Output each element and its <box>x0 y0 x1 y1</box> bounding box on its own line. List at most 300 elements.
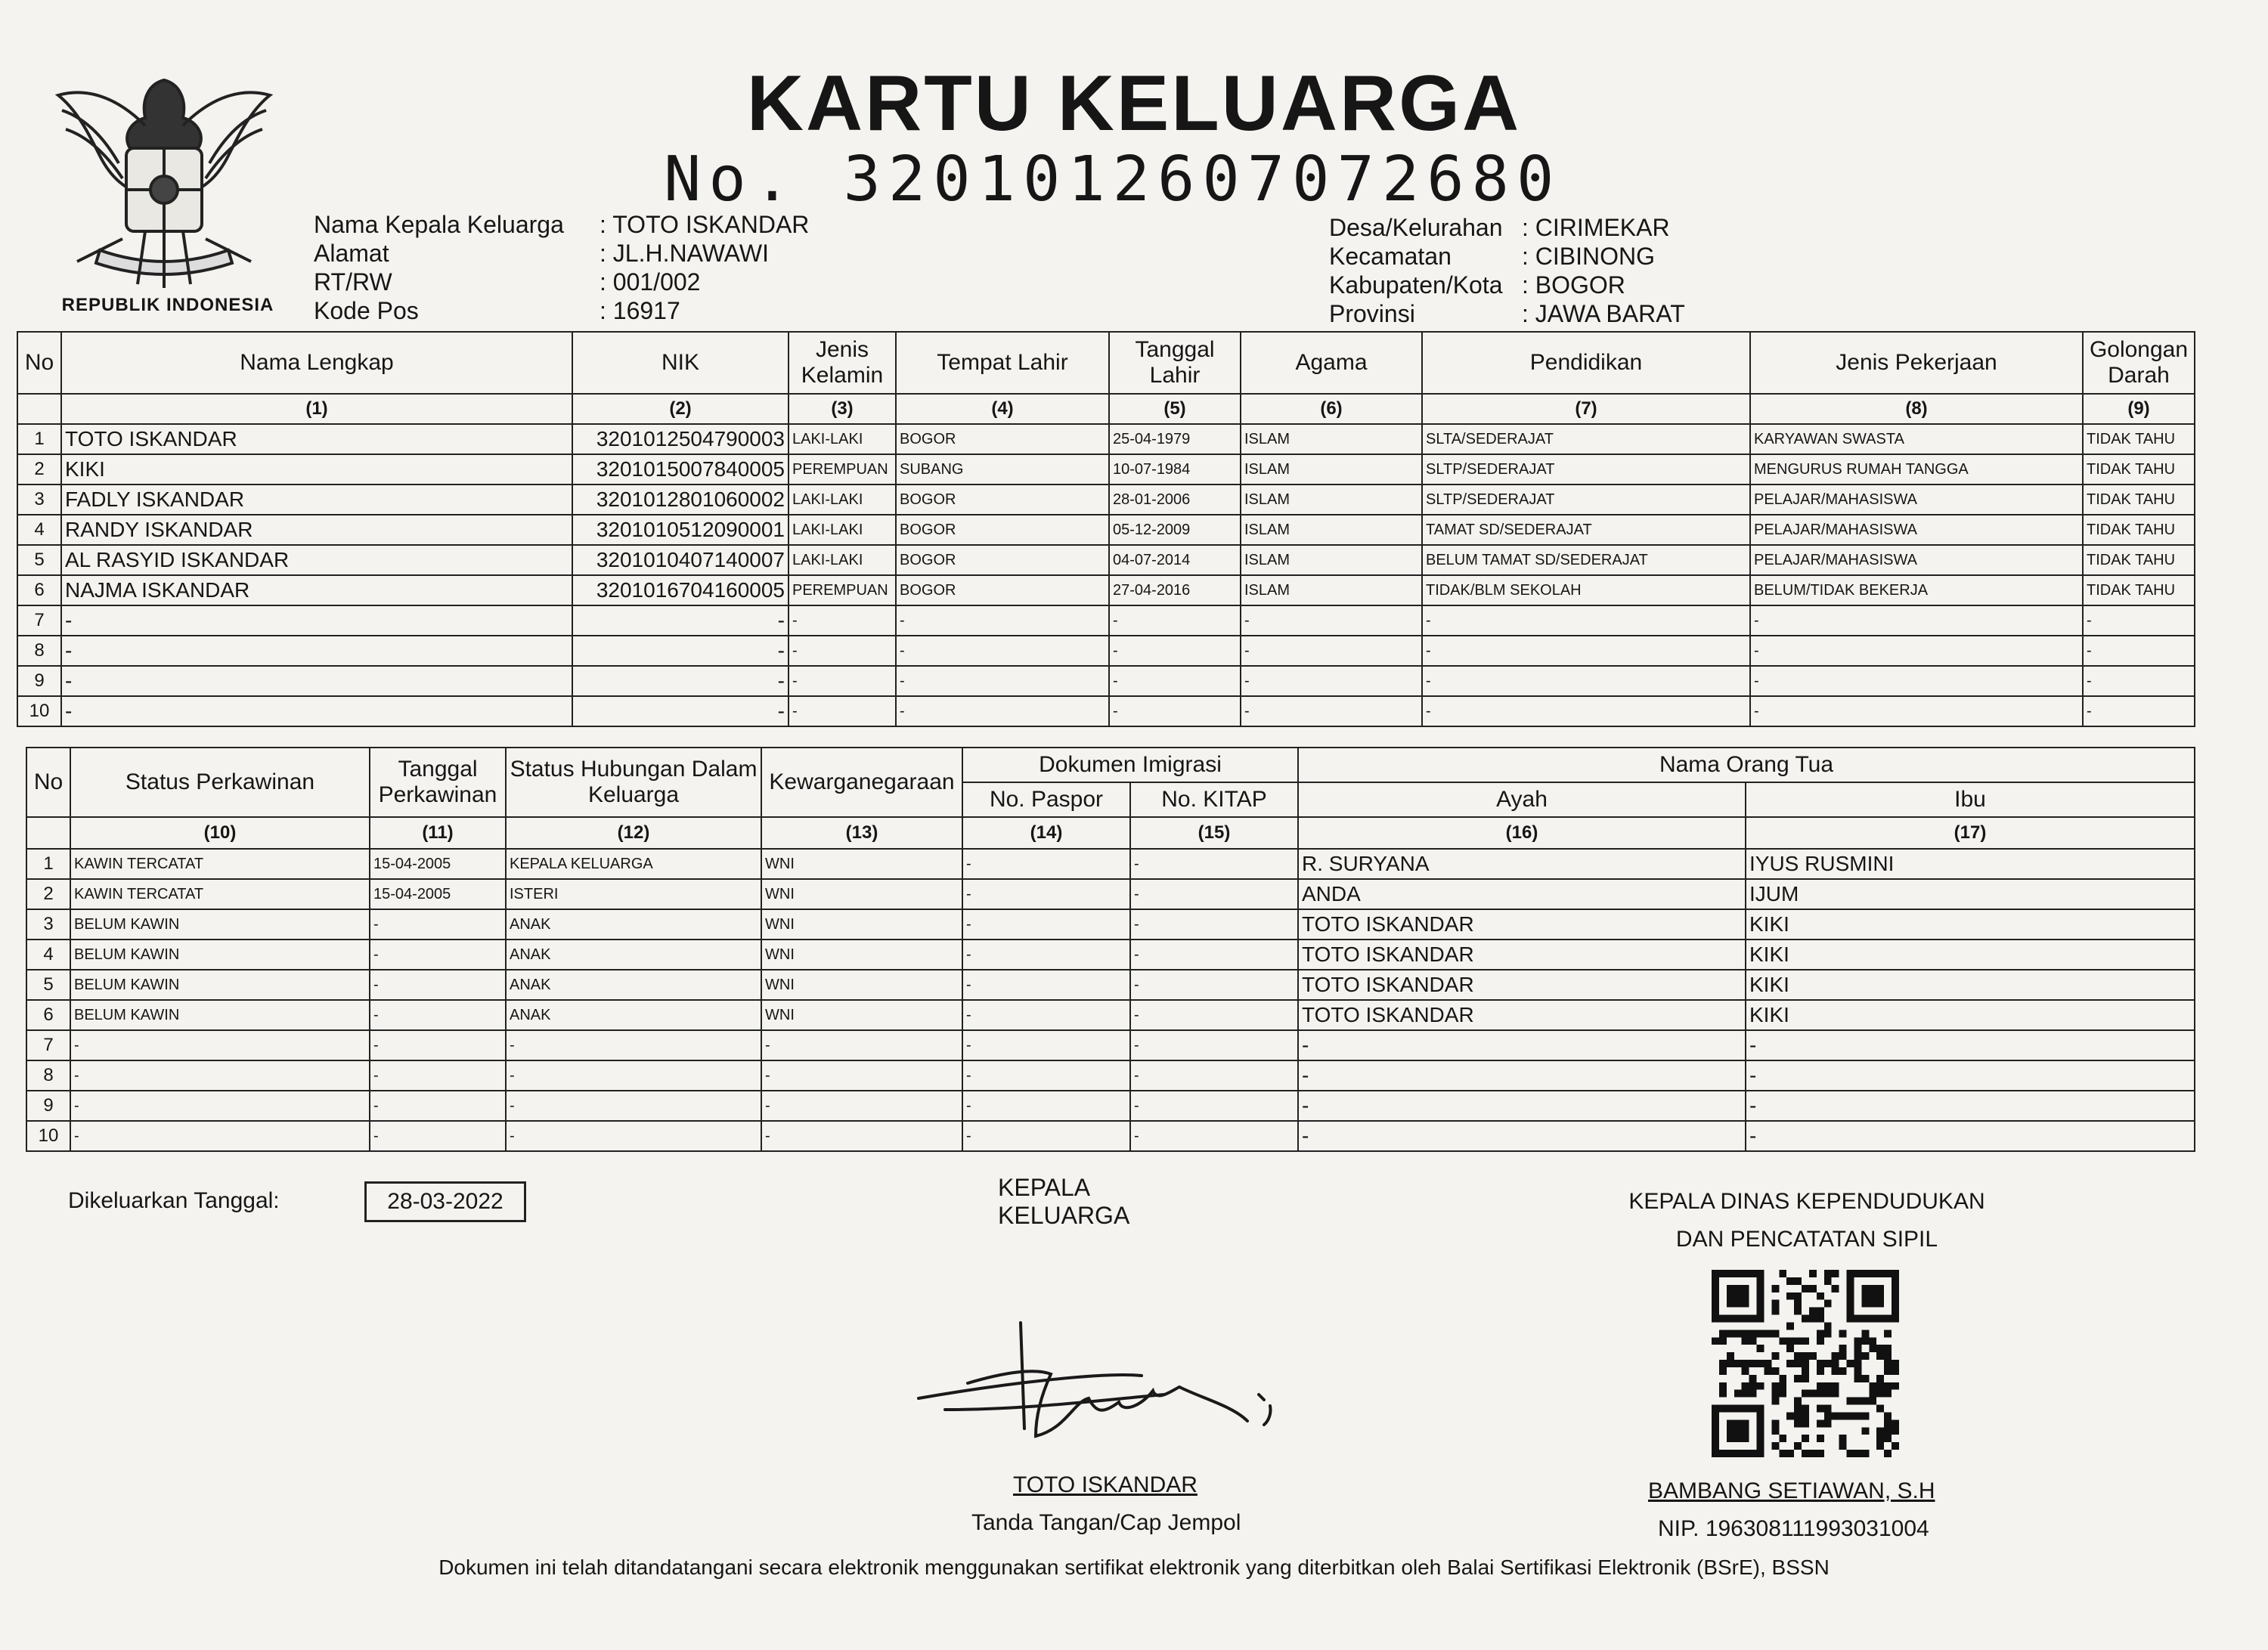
info-row <box>314 210 809 239</box>
table-cell: - <box>1130 1000 1298 1030</box>
table-cell: - <box>2083 666 2195 696</box>
info-row <box>1329 271 1685 299</box>
table-cell: - <box>506 1121 761 1151</box>
table-cell: WNI <box>761 879 962 909</box>
info-value: : CIRIMEKAR <box>1522 214 1670 241</box>
column-header: Agama <box>1241 332 1422 394</box>
table-cell: - <box>61 666 572 696</box>
table-cell: WNI <box>761 940 962 970</box>
table-cell: BOGOR <box>896 545 1109 575</box>
table-cell: 27-04-2016 <box>1109 575 1241 605</box>
table-row <box>26 1030 2195 1060</box>
table-cell: BOGOR <box>896 575 1109 605</box>
table-cell: 15-04-2005 <box>370 849 506 879</box>
table-cell: BELUM/TIDAK BEKERJA <box>1750 575 2083 605</box>
info-value: : TOTO ISKANDAR <box>600 211 810 238</box>
table-cell: - <box>2083 605 2195 636</box>
table-cell: 3201010512090001 <box>572 515 789 545</box>
table-cell: - <box>1130 1091 1298 1121</box>
table-cell: 4 <box>26 940 70 970</box>
column-index: (3) <box>789 394 896 424</box>
table-cell: TIDAK TAHU <box>2083 484 2195 515</box>
table-cell: - <box>572 636 789 666</box>
column-index: (7) <box>1422 394 1750 424</box>
table-cell: 04-07-2014 <box>1109 545 1241 575</box>
table-cell: TOTO ISKANDAR <box>1298 1000 1746 1030</box>
table-cell: 6 <box>17 575 61 605</box>
table-cell: - <box>962 909 1130 940</box>
table-cell: - <box>1130 849 1298 879</box>
table-cell: 10 <box>26 1121 70 1151</box>
table-cell: BOGOR <box>896 484 1109 515</box>
table-row <box>26 1000 2195 1030</box>
document-number: No. 3201012607072680 <box>664 144 1562 215</box>
column-index: (15) <box>1130 817 1298 849</box>
table-cell: 3201016704160005 <box>572 575 789 605</box>
info-row <box>1329 242 1685 271</box>
table-cell: 15-04-2005 <box>370 879 506 909</box>
table-cell: WNI <box>761 1000 962 1030</box>
table2-header-row <box>26 748 2195 782</box>
table-cell: - <box>370 1000 506 1030</box>
table-row <box>26 970 2195 1000</box>
table-cell: 3201010407140007 <box>572 545 789 575</box>
column-header: Golongan Darah <box>2083 332 2195 394</box>
table-cell: - <box>1130 909 1298 940</box>
table2-index-row <box>26 817 2195 849</box>
info-value: : JL.H.NAWAWI <box>600 240 769 267</box>
column-header: Ibu <box>1746 782 2195 817</box>
info-label: Nama Kepala Keluarga <box>314 211 564 238</box>
table-cell: - <box>1241 605 1422 636</box>
column-header: Jenis Kelamin <box>789 332 896 394</box>
table-cell: ANAK <box>506 970 761 1000</box>
table-cell: SUBANG <box>896 454 1109 484</box>
official-nip: NIP. 196308111993031004 <box>1658 1516 1929 1541</box>
table-cell: - <box>506 1030 761 1060</box>
table-cell: - <box>896 636 1109 666</box>
info-label: Alamat <box>314 240 389 267</box>
table-row <box>26 1060 2195 1091</box>
table-cell: 3201012801060002 <box>572 484 789 515</box>
table-cell: 7 <box>26 1030 70 1060</box>
column-index: (8) <box>1750 394 2083 424</box>
table-cell: 9 <box>17 666 61 696</box>
info-value: : CIBINONG <box>1522 243 1656 270</box>
column-index <box>26 817 70 849</box>
department-title <box>1542 1183 2071 1258</box>
table-cell: ISLAM <box>1241 545 1422 575</box>
info-value: : JAWA BARAT <box>1522 300 1685 327</box>
table-cell: ANDA <box>1298 879 1746 909</box>
column-index: (6) <box>1241 394 1422 424</box>
table-row <box>17 454 2195 484</box>
table-row <box>26 879 2195 909</box>
table-cell: ISLAM <box>1241 454 1422 484</box>
column-index: (10) <box>70 817 370 849</box>
table-cell: 2 <box>26 879 70 909</box>
table-cell: - <box>572 696 789 726</box>
table-row <box>17 636 2195 666</box>
info-label: Kode Pos <box>314 297 419 324</box>
table-cell: ANAK <box>506 909 761 940</box>
table-cell: - <box>1109 666 1241 696</box>
table-cell: BELUM TAMAT SD/SEDERAJAT <box>1422 545 1750 575</box>
table-cell: SLTP/SEDERAJAT <box>1422 484 1750 515</box>
table-row <box>17 545 2195 575</box>
table-cell: MENGURUS RUMAH TANGGA <box>1750 454 2083 484</box>
table-cell: LAKI-LAKI <box>789 515 896 545</box>
column-header: Tempat Lahir <box>896 332 1109 394</box>
table-row <box>17 605 2195 636</box>
table-cell: TOTO ISKANDAR <box>1298 909 1746 940</box>
column-header: Ayah <box>1298 782 1746 817</box>
table-row <box>17 515 2195 545</box>
table-cell: - <box>962 1121 1130 1151</box>
table-cell: KAWIN TERCATAT <box>70 849 370 879</box>
column-header: Nama Lengkap <box>61 332 572 394</box>
document-title: KARTU KELUARGA <box>746 60 1522 147</box>
table-cell: - <box>61 696 572 726</box>
table-cell: 3 <box>26 909 70 940</box>
signature-caption: Tanda Tangan/Cap Jempol <box>971 1510 1241 1535</box>
info-value: : 001/002 <box>600 268 701 296</box>
table-cell: - <box>1422 636 1750 666</box>
column-header: Tanggal Lahir <box>1109 332 1241 394</box>
table-cell: AL RASYID ISKANDAR <box>61 545 572 575</box>
info-row <box>1329 213 1685 242</box>
table-cell: - <box>61 636 572 666</box>
column-header: Status Perkawinan <box>70 748 370 817</box>
family-status-table <box>26 747 2195 1152</box>
table-cell: ANAK <box>506 940 761 970</box>
table-cell: - <box>962 1000 1130 1030</box>
column-header: Dokumen Imigrasi <box>962 748 1298 782</box>
table-cell: - <box>1130 970 1298 1000</box>
table-cell: 8 <box>17 636 61 666</box>
table-cell: - <box>370 1060 506 1091</box>
table-cell: KIKI <box>1746 970 2195 1000</box>
table-cell: ISLAM <box>1241 515 1422 545</box>
table-cell: LAKI-LAKI <box>789 484 896 515</box>
column-index: (9) <box>2083 394 2195 424</box>
table-row <box>26 940 2195 970</box>
info-value: : 16917 <box>600 297 680 324</box>
table-cell: - <box>370 1091 506 1121</box>
table-cell: BELUM KAWIN <box>70 1000 370 1030</box>
issued-date-value: 28-03-2022 <box>364 1181 526 1222</box>
table-cell: - <box>2083 636 2195 666</box>
signature-icon <box>915 1315 1308 1481</box>
family-info-left <box>314 210 809 325</box>
table-cell: ISTERI <box>506 879 761 909</box>
column-index: (16) <box>1298 817 1746 849</box>
column-index <box>17 394 61 424</box>
table-cell: 28-01-2006 <box>1109 484 1241 515</box>
column-header: Kewarganegaraan <box>761 748 962 817</box>
table-cell: - <box>1241 636 1422 666</box>
table-cell: - <box>962 940 1130 970</box>
info-label: Desa/Kelurahan <box>1329 214 1503 241</box>
table-cell: PEREMPUAN <box>789 575 896 605</box>
table1-body <box>17 424 2195 726</box>
table-cell: - <box>1298 1121 1746 1151</box>
info-value: : BOGOR <box>1522 271 1625 299</box>
table-cell: - <box>370 1030 506 1060</box>
table-cell: 2 <box>17 454 61 484</box>
table-cell: - <box>506 1091 761 1121</box>
table-cell: 8 <box>26 1060 70 1091</box>
table-row <box>26 1121 2195 1151</box>
table-cell: - <box>572 605 789 636</box>
table-cell: NAJMA ISKANDAR <box>61 575 572 605</box>
table-row <box>26 849 2195 879</box>
column-header: Tanggal Perkawinan <box>370 748 506 817</box>
table-cell: - <box>761 1091 962 1121</box>
table-cell: - <box>789 605 896 636</box>
column-index: (4) <box>896 394 1109 424</box>
table-cell: - <box>962 970 1130 1000</box>
table-cell: R. SURYANA <box>1298 849 1746 879</box>
table-cell: - <box>761 1060 962 1091</box>
table-cell: - <box>789 636 896 666</box>
table-cell: KARYAWAN SWASTA <box>1750 424 2083 454</box>
table-cell: 10-07-1984 <box>1109 454 1241 484</box>
table-row <box>17 575 2195 605</box>
table-cell: - <box>1750 605 2083 636</box>
table-row <box>17 666 2195 696</box>
table-cell: TOTO ISKANDAR <box>61 424 572 454</box>
column-header: No <box>17 332 61 394</box>
table-cell: SLTA/SEDERAJAT <box>1422 424 1750 454</box>
table-cell: IYUS RUSMINI <box>1746 849 2195 879</box>
table-row <box>17 424 2195 454</box>
department-title-line: KEPALA DINAS KEPENDUDUKAN <box>1628 1189 1985 1214</box>
table-cell: - <box>1750 636 2083 666</box>
table-cell: - <box>370 909 506 940</box>
table-cell: - <box>896 696 1109 726</box>
table-cell: 05-12-2009 <box>1109 515 1241 545</box>
table-row <box>17 484 2195 515</box>
table-cell: TIDAK TAHU <box>2083 454 2195 484</box>
table-cell: 5 <box>26 970 70 1000</box>
electronic-signature-note: Dokumen ini telah ditandatangani secara elektronik menggunakan sertifikat elektronik yang diterbitkan oleh Balai Sertifikasi Elektronik (BSrE), BSSN <box>438 1556 1830 1579</box>
table-cell: - <box>761 1030 962 1060</box>
table-cell: PELAJAR/MAHASISWA <box>1750 545 2083 575</box>
table-cell: FADLY ISKANDAR <box>61 484 572 515</box>
table-cell: - <box>1746 1121 2195 1151</box>
table-cell: KIKI <box>1746 909 2195 940</box>
table-cell: - <box>761 1121 962 1151</box>
table-cell: - <box>70 1121 370 1151</box>
table-cell: RANDY ISKANDAR <box>61 515 572 545</box>
table-cell: KAWIN TERCATAT <box>70 879 370 909</box>
table1-header-row <box>17 332 2195 394</box>
table-cell: - <box>962 1091 1130 1121</box>
table-cell: 10 <box>17 696 61 726</box>
table-cell: - <box>1746 1060 2195 1091</box>
family-head-title: KEPALA KELUARGA <box>998 1174 1130 1229</box>
table-cell: - <box>506 1060 761 1091</box>
table-cell: BELUM KAWIN <box>70 970 370 1000</box>
table-cell: 5 <box>17 545 61 575</box>
table-cell: WNI <box>761 909 962 940</box>
table-cell: - <box>1422 696 1750 726</box>
table-cell: - <box>370 970 506 1000</box>
info-row <box>314 296 809 325</box>
table-cell: - <box>1130 1121 1298 1151</box>
table-cell: ISLAM <box>1241 484 1422 515</box>
table-cell: 25-04-1979 <box>1109 424 1241 454</box>
table-cell: 1 <box>17 424 61 454</box>
table-cell: - <box>61 605 572 636</box>
column-index: (13) <box>761 817 962 849</box>
table-cell: 3201012504790003 <box>572 424 789 454</box>
official-name: BAMBANG SETIAWAN, S.H <box>1648 1478 1935 1503</box>
table-cell: - <box>1422 605 1750 636</box>
table-cell: ISLAM <box>1241 424 1422 454</box>
table-cell: TIDAK TAHU <box>2083 424 2195 454</box>
column-header: Jenis Pekerjaan <box>1750 332 2083 394</box>
table-cell: WNI <box>761 970 962 1000</box>
table-cell: KIKI <box>1746 940 2195 970</box>
table-cell: SLTP/SEDERAJAT <box>1422 454 1750 484</box>
info-row <box>314 268 809 296</box>
table-cell: - <box>1746 1091 2195 1121</box>
table-cell: TIDAK TAHU <box>2083 545 2195 575</box>
column-header: No. KITAP <box>1130 782 1298 817</box>
table-cell: BELUM KAWIN <box>70 909 370 940</box>
table-cell: 6 <box>26 1000 70 1030</box>
table-cell: - <box>70 1060 370 1091</box>
table-cell: WNI <box>761 849 962 879</box>
table-cell: LAKI-LAKI <box>789 545 896 575</box>
table-cell: TOTO ISKANDAR <box>1298 940 1746 970</box>
table-cell: 7 <box>17 605 61 636</box>
table-row <box>26 1091 2195 1121</box>
table-row <box>26 909 2195 940</box>
table-cell: - <box>1109 605 1241 636</box>
table-cell: - <box>1298 1060 1746 1091</box>
table-cell: - <box>1298 1030 1746 1060</box>
column-index: (12) <box>506 817 761 849</box>
table-cell: KEPALA KELUARGA <box>506 849 761 879</box>
table-cell: - <box>1130 1060 1298 1091</box>
family-info-right <box>1329 213 1685 328</box>
column-header: No. Paspor <box>962 782 1130 817</box>
table2-body <box>26 849 2195 1151</box>
table-cell: - <box>1750 666 2083 696</box>
table-cell: 3201015007840005 <box>572 454 789 484</box>
table-cell: PELAJAR/MAHASISWA <box>1750 484 2083 515</box>
table-cell: - <box>789 696 896 726</box>
info-label: Kabupaten/Kota <box>1329 271 1503 299</box>
column-header: Nama Orang Tua <box>1298 748 2195 782</box>
table-cell: - <box>70 1030 370 1060</box>
info-label: RT/RW <box>314 268 392 296</box>
table-cell: - <box>1746 1030 2195 1060</box>
column-index: (17) <box>1746 817 2195 849</box>
info-label: Provinsi <box>1329 300 1415 327</box>
table-cell: - <box>1109 636 1241 666</box>
table-cell: - <box>1241 666 1422 696</box>
table-cell: BELUM KAWIN <box>70 940 370 970</box>
table-cell: - <box>2083 696 2195 726</box>
table-cell: BOGOR <box>896 424 1109 454</box>
table-cell: - <box>70 1091 370 1121</box>
table-cell: 9 <box>26 1091 70 1121</box>
table-cell: TOTO ISKANDAR <box>1298 970 1746 1000</box>
info-label: Kecamatan <box>1329 243 1452 270</box>
department-title-line: DAN PENCATATAN SIPIL <box>1675 1227 1938 1252</box>
info-row <box>1329 299 1685 328</box>
table-cell: PELAJAR/MAHASISWA <box>1750 515 2083 545</box>
table-cell: - <box>962 849 1130 879</box>
table1-index-row <box>17 394 2195 424</box>
table-cell: - <box>370 1121 506 1151</box>
info-row <box>314 239 809 268</box>
family-head-name: TOTO ISKANDAR <box>1013 1472 1198 1497</box>
table-cell: TIDAK TAHU <box>2083 515 2195 545</box>
qr-code-icon <box>1712 1270 1899 1457</box>
country-label: REPUBLIK INDONESIA <box>61 295 274 315</box>
table-cell: TAMAT SD/SEDERAJAT <box>1422 515 1750 545</box>
table-cell: LAKI-LAKI <box>789 424 896 454</box>
table-cell: 3 <box>17 484 61 515</box>
table-cell: BOGOR <box>896 515 1109 545</box>
table-cell: TIDAK/BLM SEKOLAH <box>1422 575 1750 605</box>
column-index: (11) <box>370 817 506 849</box>
table-cell: - <box>572 666 789 696</box>
table-cell: - <box>962 879 1130 909</box>
table-cell: KIKI <box>61 454 572 484</box>
table-cell: - <box>1130 879 1298 909</box>
table-cell: - <box>1130 1030 1298 1060</box>
column-index: (2) <box>572 394 789 424</box>
table-cell: - <box>896 605 1109 636</box>
table-cell: - <box>1109 696 1241 726</box>
column-header: Status Hubungan Dalam Keluarga <box>506 748 761 817</box>
table-cell: - <box>370 940 506 970</box>
table-cell: IJUM <box>1746 879 2195 909</box>
table-cell: - <box>896 666 1109 696</box>
table-row <box>17 696 2195 726</box>
table-cell: - <box>1241 696 1422 726</box>
table-cell: - <box>1750 696 2083 726</box>
table-cell: - <box>789 666 896 696</box>
table-cell: KIKI <box>1746 1000 2195 1030</box>
table-cell: - <box>962 1060 1130 1091</box>
table-cell: ISLAM <box>1241 575 1422 605</box>
column-index: (1) <box>61 394 572 424</box>
table-cell: PEREMPUAN <box>789 454 896 484</box>
column-index: (5) <box>1109 394 1241 424</box>
table-cell: TIDAK TAHU <box>2083 575 2195 605</box>
table-cell: - <box>1422 666 1750 696</box>
column-index: (14) <box>962 817 1130 849</box>
table-cell: 1 <box>26 849 70 879</box>
table-cell: - <box>1298 1091 1746 1121</box>
table-cell: ANAK <box>506 1000 761 1030</box>
family-members-table <box>17 331 2195 727</box>
table-cell: - <box>962 1030 1130 1060</box>
column-header: Pendidikan <box>1422 332 1750 394</box>
table-cell: - <box>1130 940 1298 970</box>
column-header: NIK <box>572 332 789 394</box>
table-cell: 4 <box>17 515 61 545</box>
issued-date-label: Dikeluarkan Tanggal: <box>68 1188 280 1213</box>
column-header: No <box>26 748 70 817</box>
